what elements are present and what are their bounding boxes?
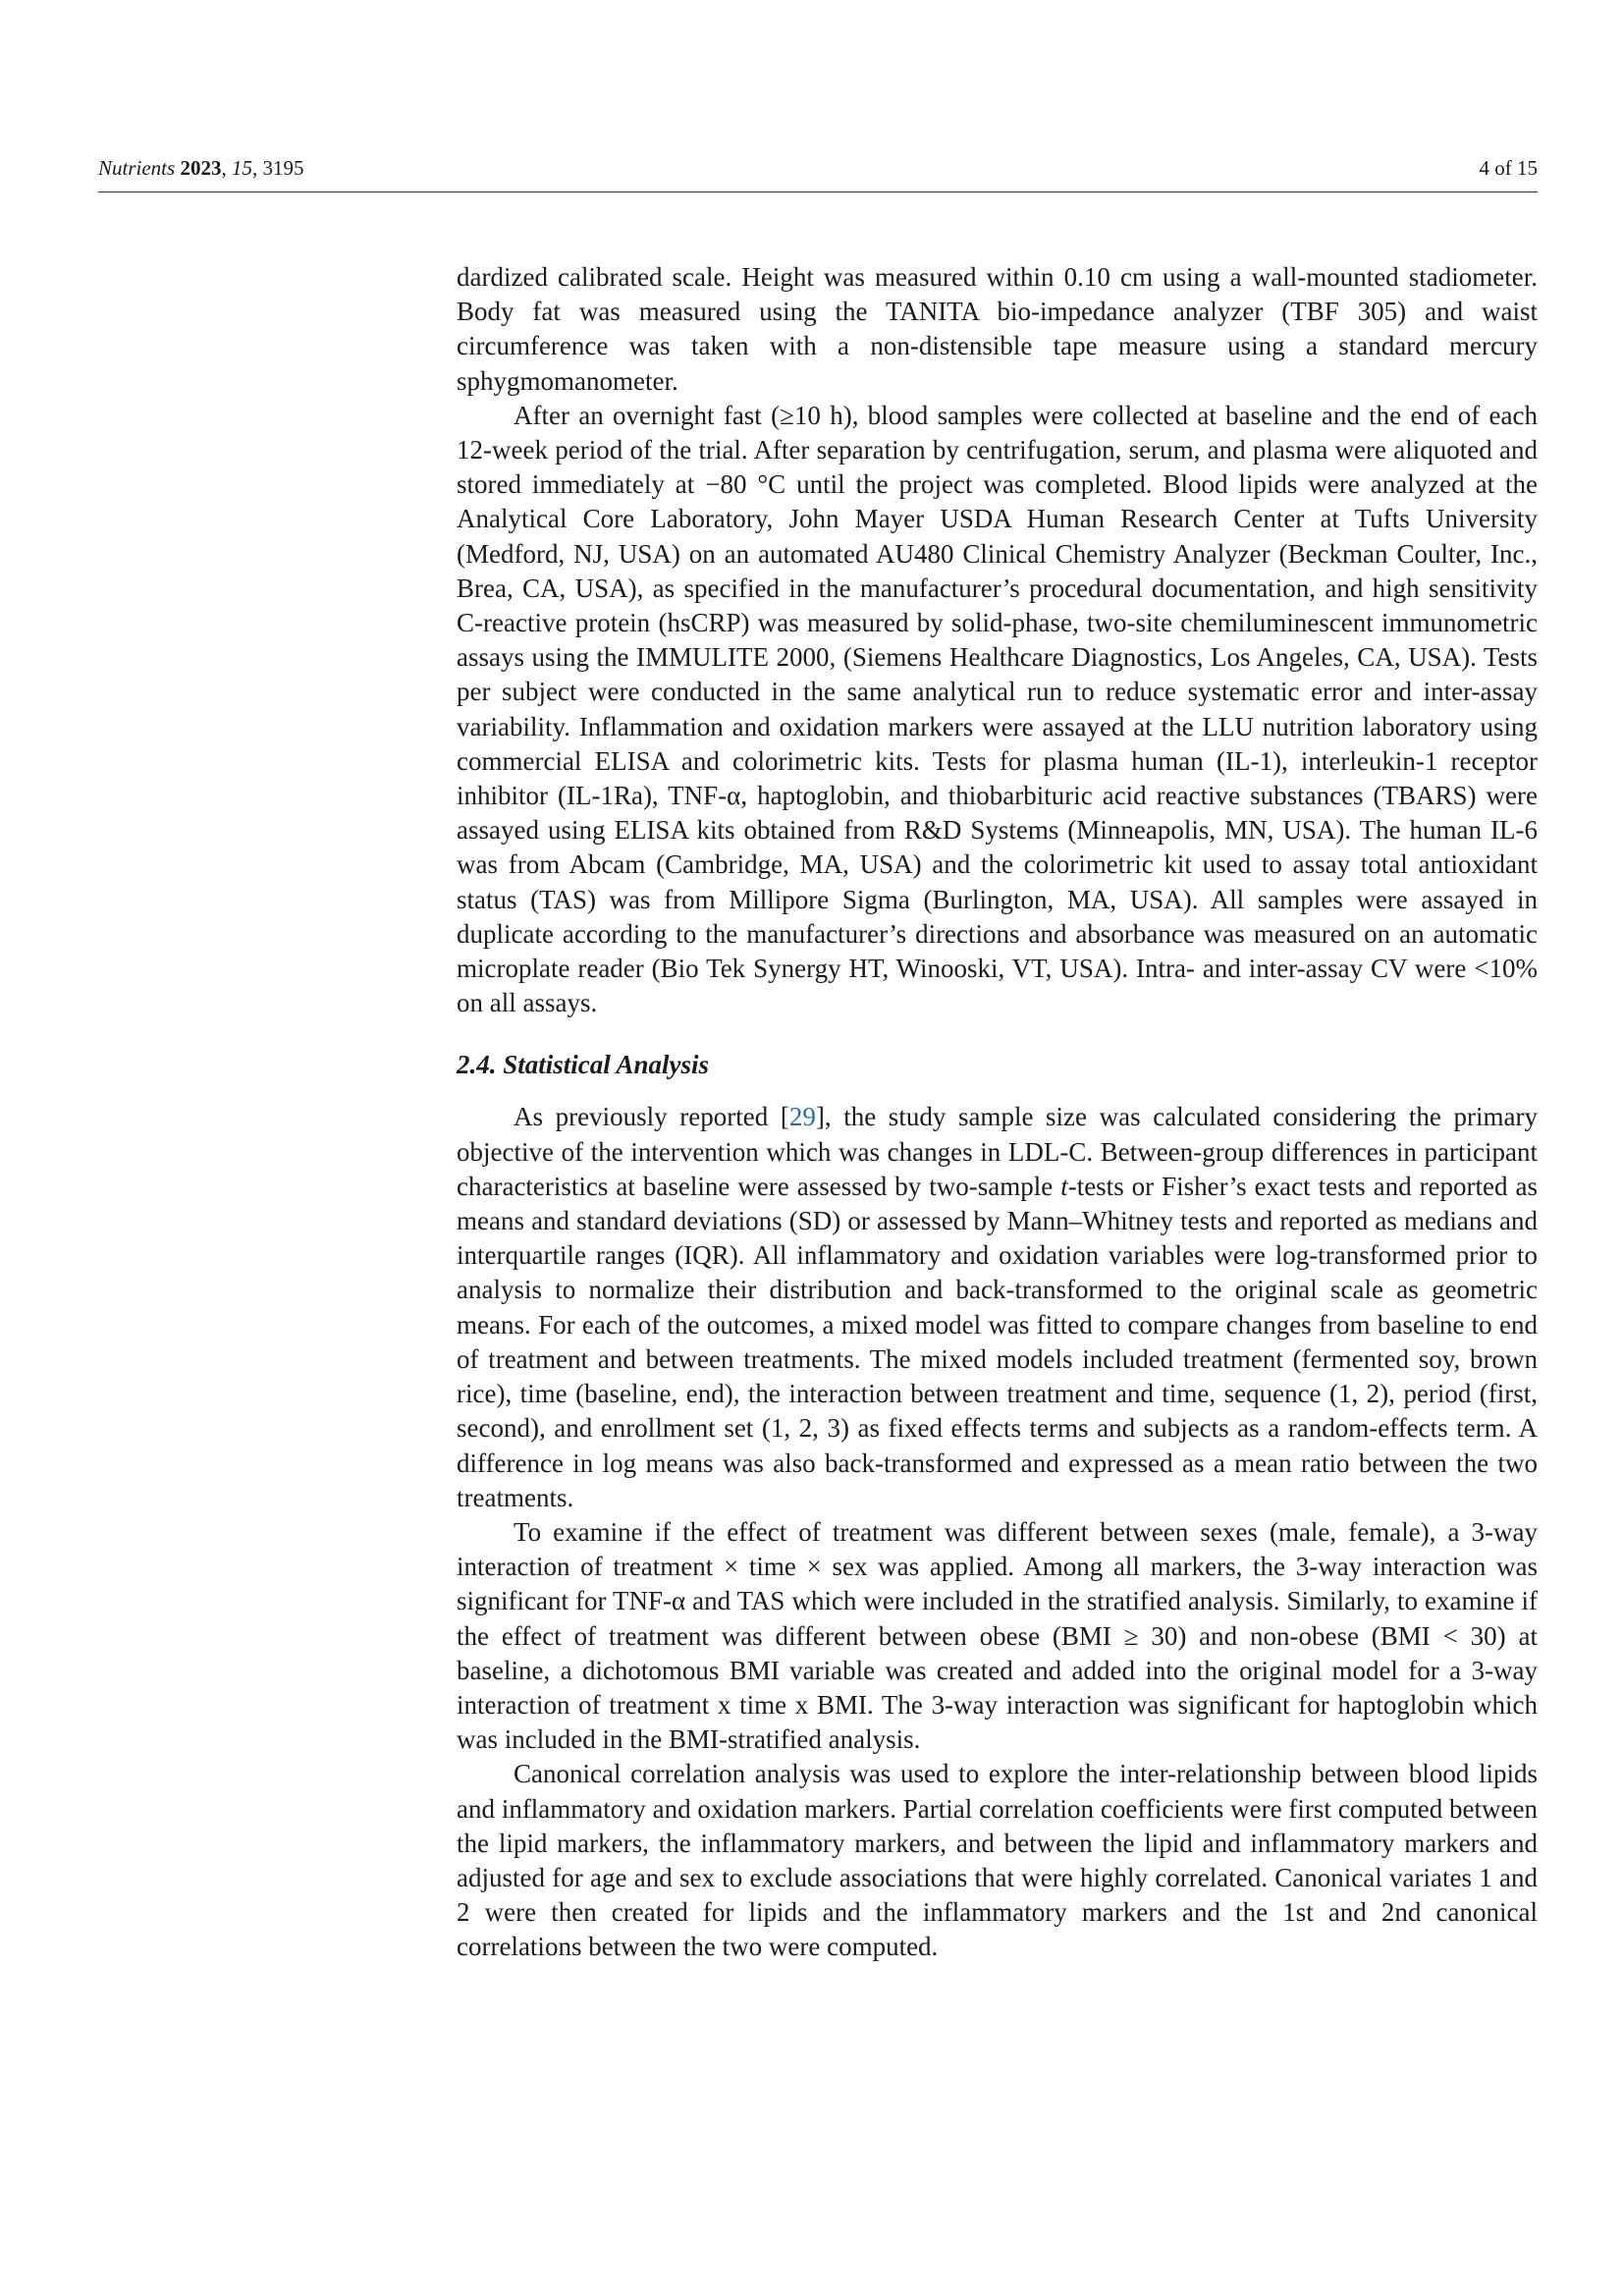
paragraph-canonical-correlation: Canonical correlation analysis was used to explore the inter-relationship between blood lipids and inflammatory and oxidation markers. Partial correlation coefficients were first computed between the lipid markers, the inflammatory markers, and between the lipid and inflammatory markers and adjusted for age and sex to exclude associations that were highly correlated. Canonical variates 1 and 2 were then created for lipids and the inflammatory markers and the 1st and 2nd canonical correlations between the two were computed. xyxy=(457,1759,1538,1962)
main-text xyxy=(457,260,1538,1965)
journal-volume: 15 xyxy=(231,156,252,180)
paragraph-text: -tests or Fisher’s exact tests and reported as means and standard deviations (SD) or assessed by Mann–Whitney tests and reported as medians and interquartile ranges (IQR). All inflammatory and oxidation variables were log-transformed prior to analysis to normalize their distribution and back-transformed to the original scale as geometric means. For each of the outcomes, a mixed model was fitted to compare changes from baseline to end of treatment and between treatments. The mixed models included treatment (fermented soy, brown rice), time (baseline, end), the interaction between treatment and time, sequence (1, 2), period (first, second), and enrollment set (1, 2, 3) as fixed effects terms and subjects as a random-effects term. A difference in log means was also back-transformed and expressed as a mean ratio between the two treatments. xyxy=(457,1171,1538,1512)
running-header xyxy=(98,150,1538,186)
italic-t: t xyxy=(1060,1171,1068,1201)
paragraph-interaction-analysis: To examine if the effect of treatment was different between sexes (male, female), a 3-way interaction of treatment × time × sex was applied. Among all markers, the 3-way interaction was significant for TNF-α and TAS which were included in the stratified analysis. Similarly, to examine if the effect of treatment was different between obese (BMI ≥ 30) and non-obese (BMI < 30) at baseline, a dichotomous BMI variable was created and added into the original model for a 3-way interaction of treatment x time x BMI. The 3-way interaction was significant for haptoglobin which was included in the BMI-stratified analysis. xyxy=(457,1516,1538,1755)
journal-name: Nutrients xyxy=(98,156,176,180)
article-number: 3195 xyxy=(262,156,304,180)
journal-year: 2023 xyxy=(180,156,222,180)
page-number: 4 of 15 xyxy=(1479,156,1538,180)
paragraph-anthropometrics: dardized calibrated scale. Height was measured within 0.10 cm using a wall-mounted stadiometer. Body fat was measured using the TANITA bio-impedance analyzer (TBF 305) and waist circumference was taken with a non-distensible tape measure using a standard mercury sphygmomanometer. xyxy=(457,262,1538,396)
paragraph-text: ], the study sample size was calculated considering the primary objective of the intervention which was changes in LDL-C. Between-group differences in participant characteristics at baseline were assessed by two-sample xyxy=(457,1102,1539,1201)
citation-link-29[interactable]: 29 xyxy=(788,1102,816,1132)
paragraph-sample-size xyxy=(457,1100,1538,1514)
paragraph-blood-samples: After an overnight fast (≥10 h), blood samples were collected at baseline and the end of each 12-week period of the trial. After separation by centrifugation, serum, and plasma were aliquoted and stored immediately at −80 °C until the project was completed. Blood lipids were analyzed at the Analytical Core Laboratory, John Mayer USDA Human Research Center at Tufts University (Medford, NJ, USA) on an automated AU480 Clinical Chemistry Analyzer (Beckman Coulter, Inc., Brea, CA, USA), as specified in the manufacturer’s procedural documentation, and high sensitivity C-reactive protein (hsCRP) was measured by solid-phase, two-site chemiluminescent immunometric assays using the IMMULITE 2000, (Siemens Healthcare Diagnostics, Los Angeles, CA, USA). Tests per subject were conducted in the same analytical run to reduce systematic error and inter-assay variability. Inflammation and oxidation markers were assayed at the LLU nutrition laboratory using commercial ELISA and colorimetric kits. Tests for plasma human (IL-1), interleukin-1 receptor inhibitor (IL-1Ra), TNF-α, haptoglobin, and thiobarbituric acid reactive substances (TBARS) were assayed using ELISA kits obtained from R&D Systems (Minneapolis, MN, USA). The human IL-6 was from Abcam (Cambridge, MA, USA) and the colorimetric kit used to assay total antioxidant status (TAS) was from Millipore Sigma (Burlington, MA, USA). All samples were assayed in duplicate according to the manufacturer’s directions and absorbance was measured on an automatic microplate reader (Bio Tek Synergy HT, Winooski, VT, USA). Intra- and inter-assay CV were <10% on all assays. xyxy=(457,400,1538,1018)
paragraph-text: As previously reported [ xyxy=(514,1102,789,1132)
section-heading-statistical-analysis: 2.4. Statistical Analysis xyxy=(457,1050,710,1080)
header-divider xyxy=(98,191,1538,192)
journal-citation: Nutrients 2023, 15, 3195 xyxy=(98,156,304,180)
